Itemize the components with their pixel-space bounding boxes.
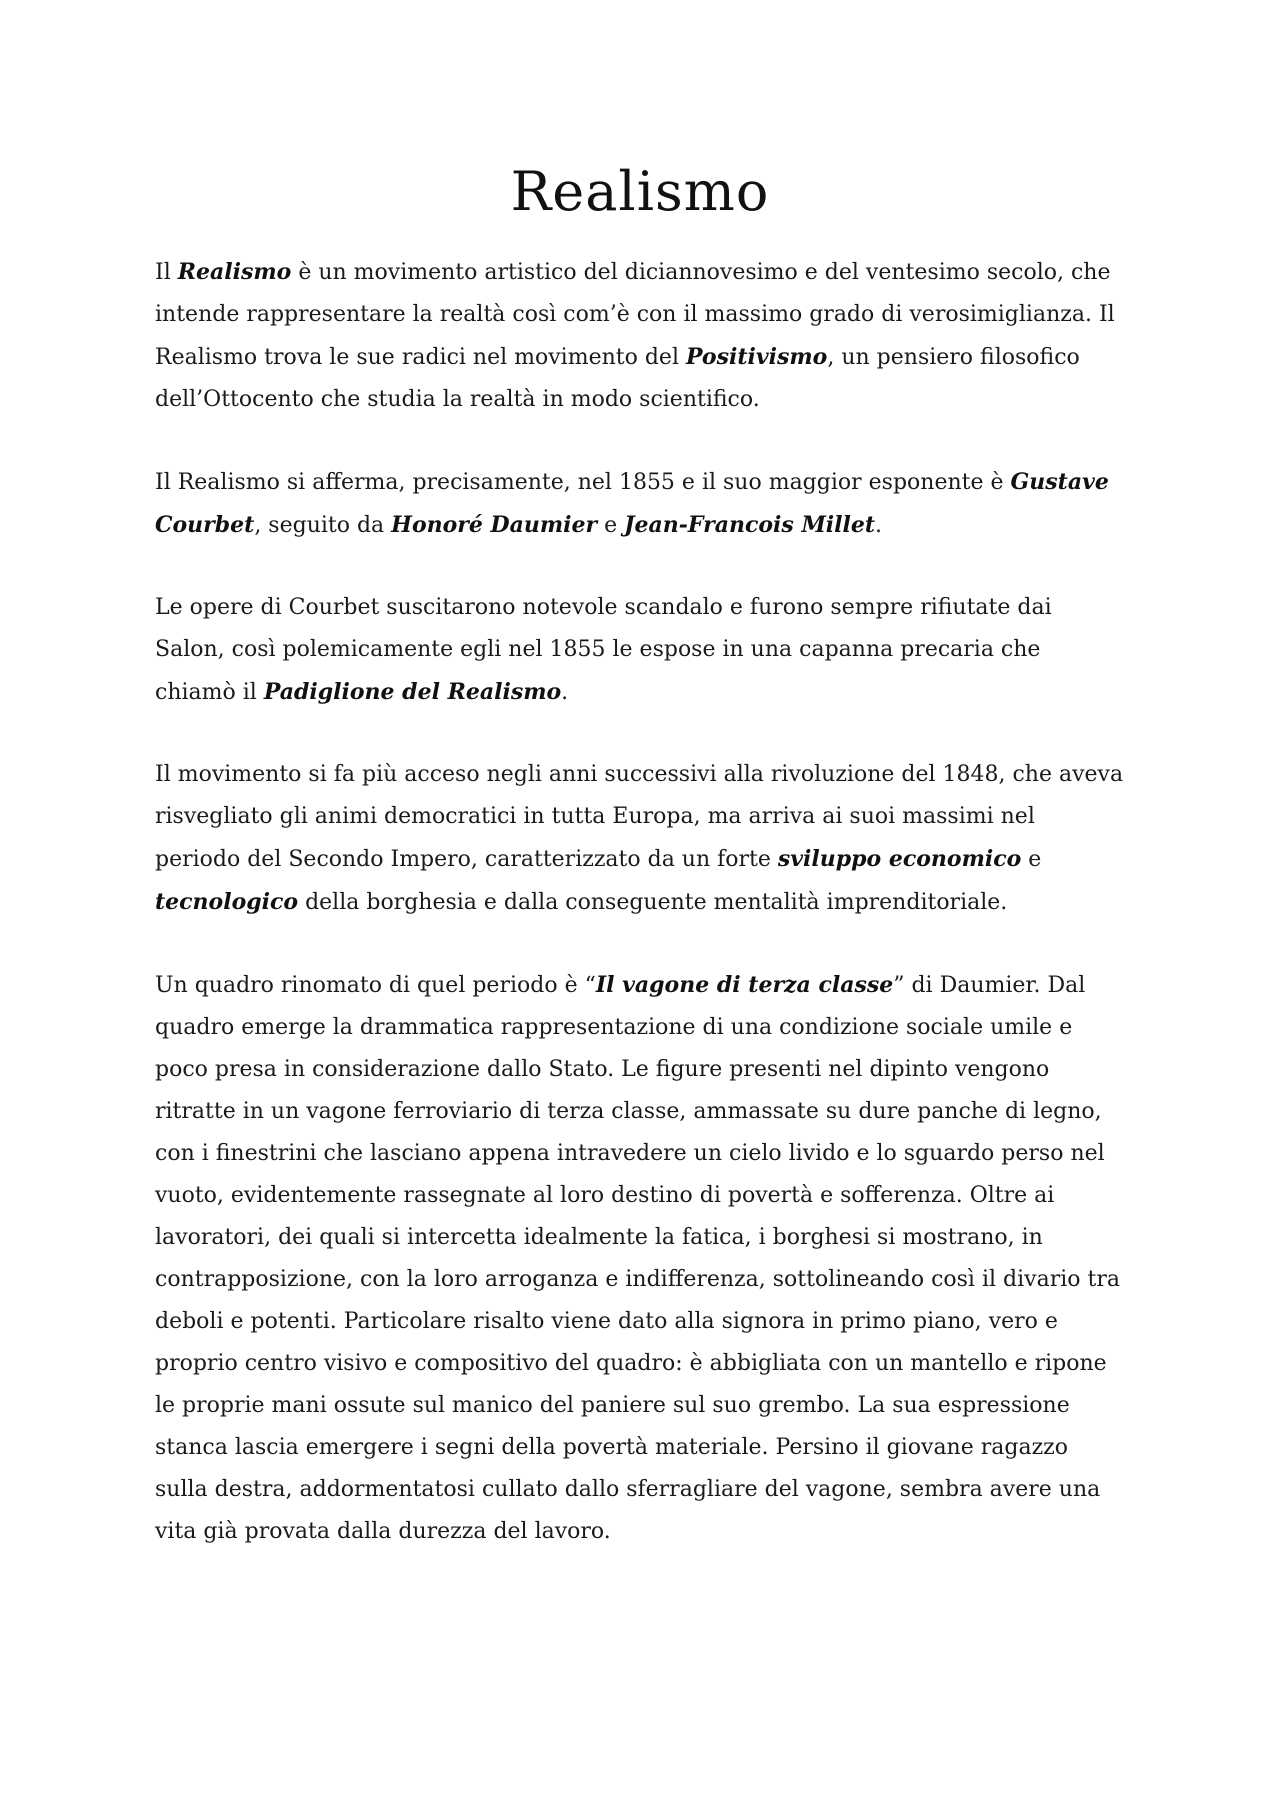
emphasis-text: Positivismo [685,343,828,370]
paragraph [155,587,1125,714]
paragraph [155,964,1125,1553]
paragraph-text: Il movimento si fa più acceso negli anni successivi alla rivoluzione del 1848, che aveva risvegliato gli animi democratici in tutta Europa, ma arriva ai suoi massimi nel periodo del Secondo Impero, caratterizzato da un forte [155,761,1124,872]
paragraph-text: , un pensiero filosofico dell’Ottocento che studia la realtà in modo scientifico. [155,344,1080,412]
emphasis-text: Padiglione del Realismo [263,678,562,705]
paragraph-text: Il Realismo si afferma, precisamente, nel 1855 e il suo maggior esponente è [155,469,1011,495]
paragraph-text: , seguito da [254,512,392,538]
paragraph-text: . [875,512,883,538]
paragraph [155,251,1125,421]
paragraph-text: della borghesia e dalla conseguente mentalità imprenditoriale. [298,889,1008,915]
page-title: Realismo [510,160,770,223]
emphasis-text: Il vagone di terza classe [595,971,894,998]
paragraph-text: Il [155,259,178,285]
emphasis-text: tecnologico [155,888,299,915]
paragraph-text: Le opere di Courbet suscitarono notevole scandalo e furono sempre rifiutate dai Salon, così polemicamente egli nel 1855 le espose in una capanna precaria che chiamò il [155,594,1052,705]
emphasis-text: Gustave Courbet [155,468,1109,538]
paragraph-text: è un movimento artistico del diciannovesimo e del ventesimo secolo, che intende rappresentare la realtà così com’è con il massimo grado di verosimiglianza. Il Realismo trova le sue radici nel movimento del [155,259,1115,370]
paragraph-text: e [597,512,625,538]
document-body [155,251,1125,1553]
paragraph-text: e [1021,846,1042,872]
emphasis-text: Realismo [177,258,292,285]
paragraph [155,754,1125,924]
paragraph-text: Un quadro rinomato di quel periodo è “ [155,972,596,998]
emphasis-text: sviluppo economico [777,845,1022,872]
paragraph-text: . [561,679,569,705]
emphasis-text: Jean-Francois Millet [624,511,876,538]
paragraph-text: ” di Daumier. Dal quadro emerge la drammatica rappresentazione di una condizione sociale umile e poco presa in considerazione dallo Stato. Le figure presenti nel dipinto vengono ritratte in un vagone ferroviario di terza classe, ammassate su dure panche di legno, con i finestrini che lasciano appena intravedere un cielo livido e lo sguardo perso nel vuoto, evidentemente rassegnate al loro destino di povertà e sofferenza. Oltre ai lavoratori, dei quali si intercetta idealmente la fatica, i borghesi si mostrano, in contrapposizione, con la loro arroganza e indifferenza, sottolineando così il divario tra deboli e potenti. Particolare risalto viene dato alla signora in primo piano, vero e proprio centro visivo e compositivo del quadro: è abbigliata con un mantello e ripone le proprie mani ossute sul manico del paniere sul suo grembo. La sua espressione stanca lascia emergere i segni della povertà materiale. Persino il giovane ragazzo sulla destra, addormentatosi cullato dallo sferragliare del vagone, sembra avere una vita già provata dalla durezza del lavoro. [155,972,1120,1544]
paragraph [155,461,1125,547]
emphasis-text: Honoré Daumier [391,511,598,538]
